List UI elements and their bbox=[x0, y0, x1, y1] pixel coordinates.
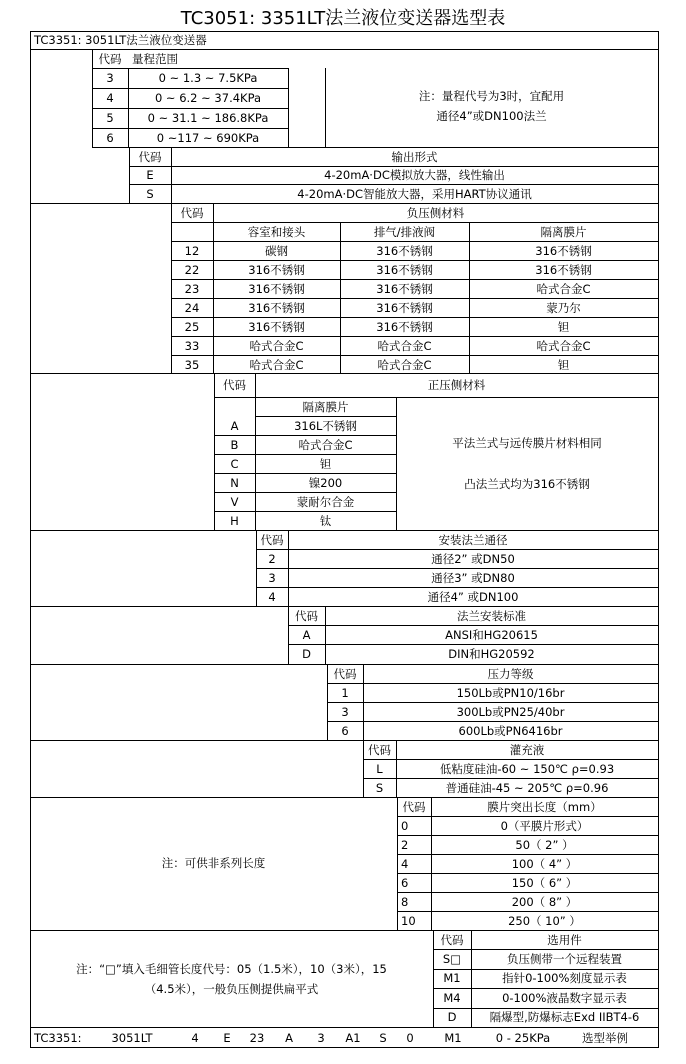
output-code: E bbox=[146, 168, 154, 183]
fill-value: 低粘度硅油-60 ~ 150℃ ρ=0.93 bbox=[439, 761, 615, 776]
flange-size-code: 3 bbox=[268, 570, 276, 585]
code-header: 代码 bbox=[333, 666, 357, 681]
option-code: M4 bbox=[443, 990, 461, 1005]
example-part: TC3351: bbox=[34, 1030, 82, 1045]
extension-value: 150（ 6” ） bbox=[511, 875, 578, 890]
column-header: 隔离膜片 bbox=[302, 399, 349, 414]
high-note: 平法兰式与远传膜片材料相同 bbox=[452, 436, 602, 450]
low-code: 23 bbox=[184, 281, 200, 296]
section-title: 膜片突出长度（mm） bbox=[487, 799, 602, 814]
high-code: A bbox=[230, 418, 239, 433]
example-part: S bbox=[379, 1030, 387, 1045]
low-diaphragm: 哈式合金C bbox=[536, 338, 591, 353]
flange-size-value: 通径4” 或DN100 bbox=[427, 589, 519, 604]
flange-size-value: 通径3” 或DN80 bbox=[431, 570, 515, 585]
section-title: 压力等级 bbox=[487, 666, 534, 681]
example-part: 4 bbox=[191, 1030, 199, 1045]
flange-std-value: DIN和HG20592 bbox=[448, 647, 535, 662]
example-label: 选型举例 bbox=[582, 1030, 628, 1045]
output-value: 4-20mA·DC模拟放大器，线性输出 bbox=[324, 168, 505, 183]
extension-note: 注：可供非系列长度 bbox=[161, 856, 266, 870]
code-header: 代码 bbox=[98, 51, 122, 66]
fill-value: 普通硅油-45 ~ 205℃ ρ=0.96 bbox=[445, 780, 609, 795]
low-valve: 哈式合金C bbox=[377, 357, 432, 372]
options-note: 注：“□”填入毛细管长度代号：05（1.5米），10（3米），15 bbox=[76, 962, 387, 976]
low-diaphragm: 哈式合金C bbox=[536, 281, 591, 296]
extension-code: 0 bbox=[401, 818, 409, 833]
extension-code: 4 bbox=[401, 856, 409, 871]
selection-table bbox=[30, 31, 658, 1047]
extension-value: 50（ 2” ） bbox=[515, 837, 574, 852]
pressure-value: 150Lb或PN10/16br bbox=[456, 685, 565, 700]
section-title: 输出形式 bbox=[391, 149, 438, 164]
low-diaphragm: 钽 bbox=[557, 319, 570, 334]
code-header: 代码 bbox=[180, 205, 204, 220]
high-code: B bbox=[230, 437, 239, 452]
option-code: M1 bbox=[443, 971, 461, 986]
low-code: 24 bbox=[184, 300, 200, 315]
high-code: C bbox=[230, 456, 239, 471]
options-note: （4.5米），一般负压侧提供扁平式 bbox=[144, 982, 319, 996]
flange-std-value: ANSI和HG20615 bbox=[445, 627, 538, 642]
example-part: 23 bbox=[249, 1030, 265, 1045]
pressure-value: 300Lb或PN25/40br bbox=[456, 704, 565, 719]
low-material: 哈式合金C bbox=[249, 338, 304, 353]
flange-std-code: D bbox=[302, 647, 311, 662]
flange-size-code: 4 bbox=[268, 589, 276, 604]
high-value: 镍200 bbox=[308, 475, 343, 490]
option-code: S□ bbox=[442, 951, 462, 966]
range-value: 0 ~ 1.3 ~ 7.5KPa bbox=[158, 71, 258, 85]
low-code: 22 bbox=[184, 262, 200, 277]
output-code: S bbox=[146, 186, 154, 201]
low-diaphragm: 蒙乃尔 bbox=[546, 300, 581, 315]
section-title: 法兰安装标准 bbox=[457, 608, 526, 623]
page-title: TC3051: 3351LT法兰液位变送器选型表 bbox=[180, 8, 506, 29]
low-material: 316不锈钢 bbox=[248, 300, 305, 315]
low-diaphragm: 316不锈钢 bbox=[535, 243, 592, 258]
section-title: 灌充液 bbox=[509, 742, 545, 757]
high-value: 哈式合金C bbox=[298, 437, 353, 452]
option-value: 负压侧带一个远程装置 bbox=[507, 951, 622, 966]
extension-code: 2 bbox=[401, 837, 409, 852]
low-material: 碳钢 bbox=[265, 243, 288, 258]
code-header: 代码 bbox=[138, 149, 162, 164]
high-code: V bbox=[230, 494, 239, 509]
section-title: 量程范围 bbox=[132, 51, 178, 66]
code-header: 代码 bbox=[402, 799, 426, 814]
range-note: 通径4”或DN100法兰 bbox=[436, 109, 547, 123]
range-value: 0 ~ 6.2 ~ 37.4KPa bbox=[154, 91, 262, 105]
column-header: 隔离膜片 bbox=[540, 224, 587, 239]
section-title: 选用件 bbox=[547, 932, 582, 947]
example-part: 3051LT bbox=[111, 1030, 153, 1045]
extension-code: 8 bbox=[401, 894, 409, 909]
flange-size-value: 通径2” 或DN50 bbox=[431, 551, 515, 566]
code-header: 代码 bbox=[440, 932, 464, 947]
option-value: 0-100%液晶数字显示表 bbox=[502, 990, 627, 1005]
low-valve: 316不锈钢 bbox=[376, 281, 433, 296]
output-value: 4-20mA·DC智能放大器，采用HART协议通讯 bbox=[297, 186, 532, 201]
pressure-value: 600Lb或PN6416br bbox=[458, 723, 563, 738]
flange-size-code: 2 bbox=[268, 551, 276, 566]
option-value: 隔爆型,防爆标志Exd IIBT4-6 bbox=[489, 1010, 640, 1025]
table-rule bbox=[30, 31, 31, 1048]
example-part: 0 bbox=[406, 1030, 414, 1045]
range-value: 0 ~117 ~ 690KPa bbox=[156, 131, 260, 145]
low-code: 33 bbox=[184, 338, 200, 353]
option-value: 指针0-100%刻度显示表 bbox=[502, 971, 627, 986]
low-valve: 316不锈钢 bbox=[376, 243, 433, 258]
high-code: N bbox=[230, 475, 239, 490]
fill-code: S bbox=[375, 780, 384, 795]
high-value: 钽 bbox=[319, 456, 332, 471]
code-header: 代码 bbox=[368, 742, 391, 757]
table-rule bbox=[30, 1047, 659, 1048]
extension-value: 200（ 8” ） bbox=[511, 894, 578, 909]
example-part: A bbox=[285, 1030, 293, 1045]
section-title: 安装法兰通径 bbox=[438, 532, 508, 547]
high-value: 蒙耐尔合金 bbox=[296, 494, 355, 509]
header-label: TC3351: 3051LT法兰液位变送器 bbox=[34, 33, 207, 47]
pressure-code: 1 bbox=[341, 685, 349, 700]
extension-value: 100（ 4” ） bbox=[511, 856, 578, 871]
low-material: 316不锈钢 bbox=[248, 281, 305, 296]
extension-value: 250（ 10” ） bbox=[508, 913, 581, 928]
low-valve: 316不锈钢 bbox=[376, 262, 433, 277]
code-header: 代码 bbox=[295, 608, 318, 623]
range-code: 3 bbox=[106, 71, 114, 85]
flange-std-code: A bbox=[302, 627, 311, 642]
extension-code: 6 bbox=[401, 875, 409, 890]
column-header: 排气/排液阀 bbox=[373, 224, 436, 239]
column-header: 容室和接头 bbox=[247, 224, 306, 239]
section-title: 负压侧材料 bbox=[406, 205, 465, 220]
low-material: 316不锈钢 bbox=[248, 319, 305, 334]
low-code: 35 bbox=[184, 357, 200, 372]
option-code: D bbox=[447, 1010, 457, 1025]
extension-code: 10 bbox=[401, 913, 416, 928]
low-valve: 哈式合金C bbox=[377, 338, 432, 353]
range-code: 5 bbox=[106, 111, 114, 125]
low-code: 25 bbox=[184, 319, 200, 334]
high-value: 钛 bbox=[319, 513, 332, 528]
section-title: 正压侧材料 bbox=[427, 378, 486, 392]
fill-code: L bbox=[376, 761, 383, 776]
low-valve: 316不锈钢 bbox=[376, 319, 433, 334]
extension-value: 0（平膜片形式） bbox=[500, 818, 589, 833]
range-note: 注：量程代号为3时，宜配用 bbox=[418, 89, 565, 103]
range-code: 6 bbox=[106, 131, 114, 145]
range-code: 4 bbox=[106, 91, 114, 105]
low-material: 哈式合金C bbox=[249, 357, 304, 372]
range-value: 0 ~ 31.1 ~ 186.8KPa bbox=[147, 111, 269, 125]
pressure-code: 3 bbox=[341, 704, 349, 719]
example-part: E bbox=[223, 1030, 231, 1045]
high-value: 316L不锈钢 bbox=[294, 418, 357, 433]
low-diaphragm: 316不锈钢 bbox=[535, 262, 592, 277]
pressure-code: 6 bbox=[341, 723, 349, 738]
example-part: A1 bbox=[345, 1030, 361, 1045]
example-part: 3 bbox=[317, 1030, 325, 1045]
high-note: 凸法兰式均为316不锈钢 bbox=[464, 477, 590, 491]
code-header: 代码 bbox=[223, 378, 246, 392]
example-part: M1 bbox=[444, 1030, 462, 1045]
code-header: 代码 bbox=[260, 532, 284, 547]
example-part: 0 - 25KPa bbox=[495, 1030, 551, 1045]
high-code: H bbox=[230, 513, 239, 528]
low-valve: 316不锈钢 bbox=[376, 300, 433, 315]
low-diaphragm: 钽 bbox=[557, 357, 570, 372]
low-material: 316不锈钢 bbox=[248, 262, 305, 277]
low-code: 12 bbox=[184, 243, 200, 258]
